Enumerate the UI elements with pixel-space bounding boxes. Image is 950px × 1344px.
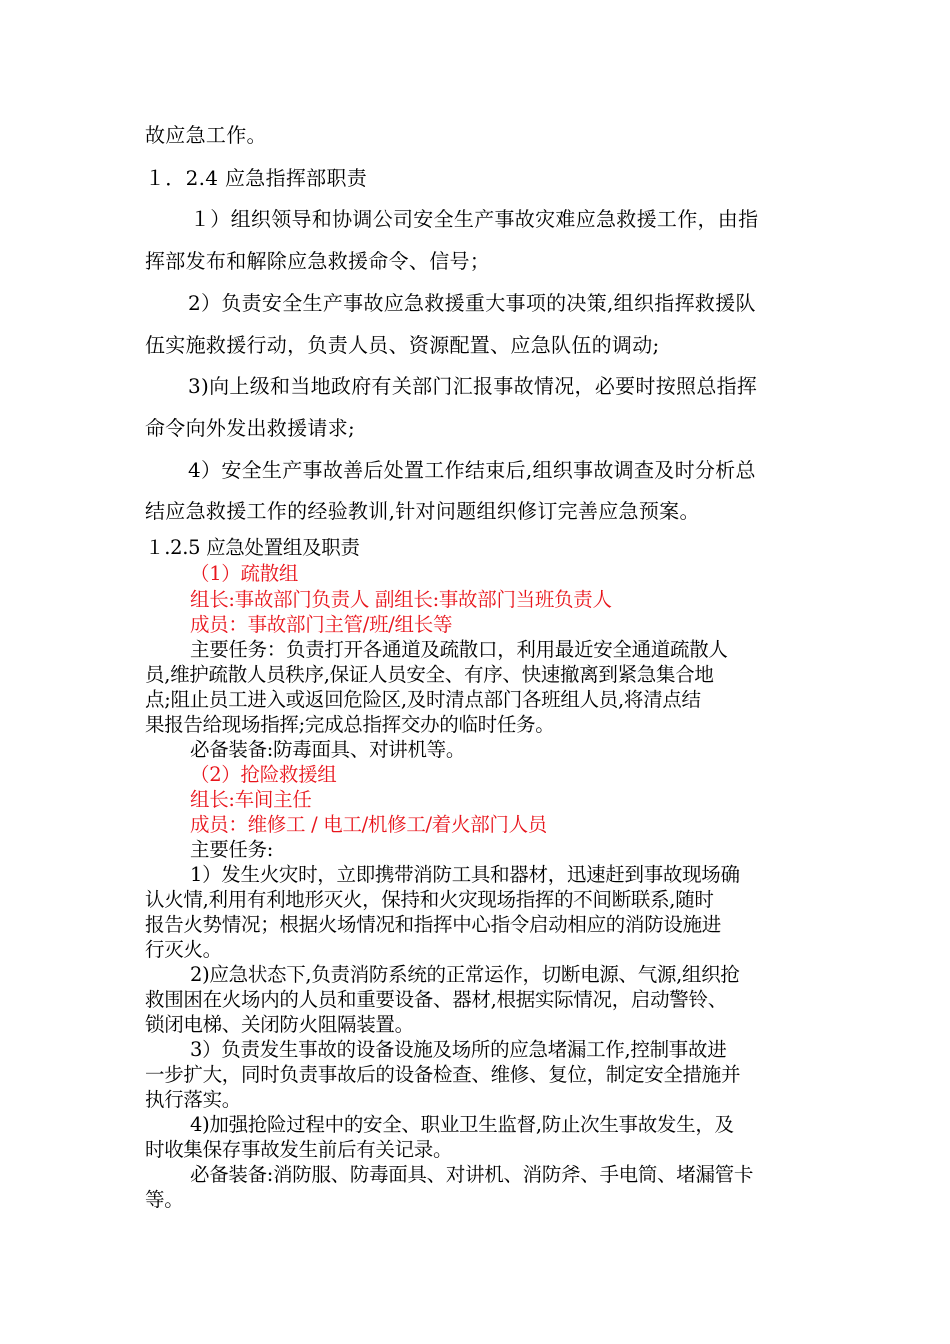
text-line: １）组织领导和协调公司安全生产事故灾难应急救援工作，由指 [190, 207, 759, 231]
group-members: 成员：维修工 / 电工/机修工/着火部门人员 [190, 813, 548, 836]
text-line: 等。 [145, 1188, 184, 1211]
group-leader: 组长:车间主任 [190, 788, 312, 811]
text-line: 锁闭电梯、关闭防火阻隔装置。 [145, 1013, 414, 1036]
text-line: 4)加强抢险过程中的安全、职业卫生监督,防止次生事故发生，及 [190, 1113, 734, 1136]
text-line: 员,维护疏散人员秩序,保证人员安全、有序、快速撤离到紧急集合地 [145, 663, 714, 686]
text-line: 主要任务: [190, 838, 274, 861]
text-line: 点;阻止员工进入或返回危险区,及时清点部门各班组人员,将清点结 [145, 688, 701, 711]
group-members: 成员：事故部门主管/班/组长等 [190, 613, 453, 636]
text-line: 2）负责安全生产事故应急救援重大事项的决策,组织指挥救援队 [188, 291, 756, 315]
group-title-evacuation: （1）疏散组 [190, 562, 299, 585]
text-line: 命令向外发出救援请求; [145, 416, 356, 440]
text-line: 必备装备:消防服、防毒面具、对讲机、消防斧、手电筒、堵漏管卡 [190, 1163, 754, 1186]
heading-1-2-4: １．2.4 应急指挥部职责 [145, 166, 368, 190]
text-line: 果报告给现场指挥;完成总指挥交办的临时任务。 [145, 713, 555, 736]
text-line: 3）负责发生事故的设备设施及场所的应急堵漏工作,控制事故进 [190, 1038, 727, 1061]
group-title-rescue: （2）抢险救援组 [190, 763, 337, 786]
text-line: 主要任务：负责打开各通道及疏散口，利用最近安全通道疏散人 [190, 638, 728, 661]
text-line: 认火情,利用有利地形灭火，保持和火灾现场指挥的不间断联系,随时 [145, 888, 714, 911]
text-line: 3)向上级和当地政府有关部门汇报事故情况，必要时按照总指挥 [188, 374, 758, 398]
text-line: 1）发生火灾时，立即携带消防工具和器材，迅速赶到事故现场确 [190, 863, 740, 886]
group-leaders: 组长:事故部门负责人 副组长:事故部门当班负责人 [190, 588, 612, 611]
text-line: 挥部发布和解除应急救援命令、信号； [145, 249, 491, 273]
text-line: 必备装备:防毒面具、对讲机等。 [190, 738, 466, 761]
text-line: 2)应急状态下,负责消防系统的正常运作，切断电源、气源,组织抢 [190, 963, 740, 986]
text-line: 伍实施救援行动，负责人员、资源配置、应急队伍的调动; [145, 333, 660, 357]
text-line: 报告火势情况；根据火场情况和指挥中心指令启动相应的消防设施进 [145, 913, 722, 936]
heading-1-2-5: １.2.5 应急处置组及职责 [145, 536, 360, 559]
text-line: 救围困在火场内的人员和重要设备、器材,根据实际情况，启动警铃、 [145, 988, 727, 1011]
text-line: 4）安全生产事故善后处置工作结束后,组织事故调查及时分析总 [188, 458, 756, 482]
text-line: 行灭火。 [145, 938, 222, 961]
text-line: 一步扩大，同时负责事故后的设备检查、维修、复位，制定安全措施并 [145, 1063, 741, 1086]
text-line: 执行落实。 [145, 1088, 242, 1111]
text-line: 结应急救援工作的经验教训,针对问题组织修订完善应急预案。 [145, 499, 700, 523]
text-line: 时收集保存事故发生前后有关记录。 [145, 1138, 453, 1161]
text-line: 故应急工作。 [145, 123, 267, 147]
